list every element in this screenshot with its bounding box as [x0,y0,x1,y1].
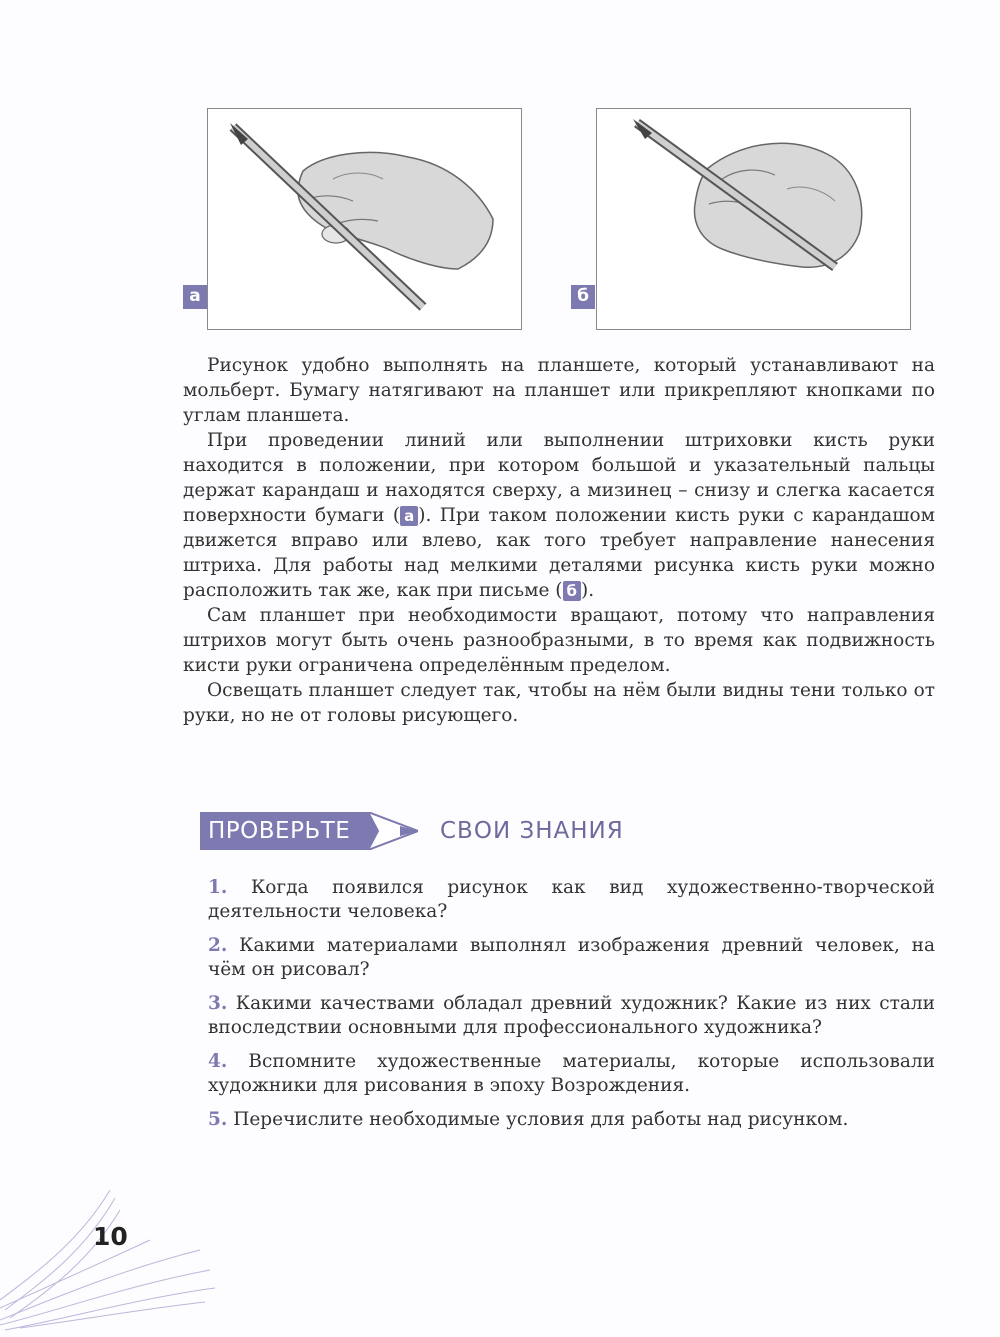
list-item [208,992,935,1040]
question-text: Какими материалами выполнял изображения древний человек, на чём он рисовал? [208,935,935,980]
figure-label-a: а [183,285,207,309]
question-number: 1. [208,877,228,898]
question-number: 5. [208,1109,228,1130]
question-number: 3. [208,993,228,1014]
question-text: Перечислите необходимые условия для работы над рисунком. [233,1109,849,1130]
paragraph-2-part-3: ). [581,580,595,601]
banner-tag: ПРОВЕРЬТЕ [208,818,351,844]
list-item [208,876,935,924]
banner-subtitle: СВОИ ЗНАНИЯ [440,818,624,844]
question-text: Вспомните художественные материалы, которые использовали художники для рисования в эпоху Возрождения. [208,1051,935,1096]
body-text [183,353,935,728]
questions-list [208,876,935,1142]
figure-ref-b: б [563,581,581,601]
hand-holding-pencil-icon [208,109,520,328]
figure-label-b: б [571,285,595,309]
list-item [208,934,935,982]
paragraph-4: Освещать планшет следует так, чтобы на нём были видны тени только от руки, но не от головы рисующего. [183,680,935,726]
paragraph-2 [183,428,935,603]
paragraph-2-part-2: ). При таком положении кисть руки с карандашом движется вправо или влево, как того требует направление нанесения штриха. Для работы над мелкими деталями рисунка кисть руки можно расположить так же, как при письме ( [183,505,935,601]
page-number: 10 [93,1222,128,1251]
question-text: Когда появился рисунок как вид художественно-творческой деятельности человека? [208,877,936,922]
paragraph-3: Сам планшет при необходимости вращают, потому что направления штрихов могут быть очень разнообразными, в то время как подвижность кисти руки ограничена определённым пределом. [183,605,935,676]
paragraph-1: Рисунок удобно выполнять на планшете, который устанавливают на мольберт. Бумагу натягивают на планшет или прикрепляют кнопками по углам планшета. [183,355,935,426]
figure-b [596,108,911,330]
figure-ref-a: а [400,506,418,526]
question-number: 4. [208,1051,228,1072]
question-number: 2. [208,935,228,956]
pencil-strokes-decoration [0,1180,220,1337]
figure-a [207,108,522,330]
hand-writing-pencil-icon [597,109,909,328]
question-text: Какими качествами обладал древний художник? Какие из них стали впоследствии основными для профессионального художника? [208,993,935,1038]
list-item [208,1050,935,1098]
list-item [208,1108,935,1132]
paragraph-2-part-1: При проведении линий или выполнении штриховки кисть руки находится в положении, при котором большой и указательный пальцы держат карандаш и находятся сверху, а мизинец – снизу и слегка касается поверхности бумаги ( [183,430,935,526]
